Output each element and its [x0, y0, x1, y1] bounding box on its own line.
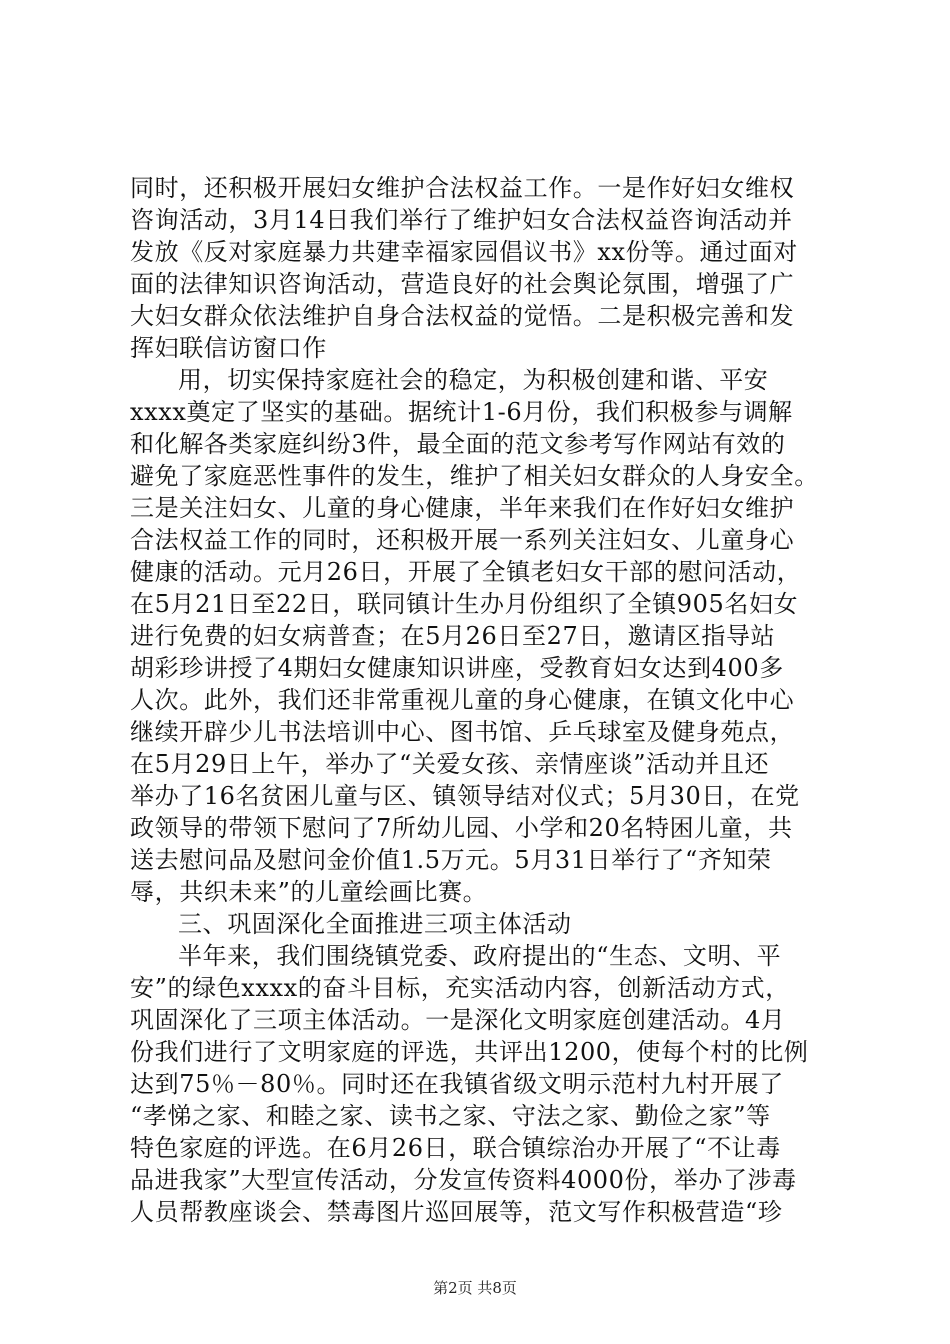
text-line: 健康的活动。元月26日，开展了全镇老妇女干部的慰问活动， — [130, 558, 802, 586]
text-line: 达到75％－80％。同时还在我镇省级文明示范村九村开展了 — [130, 1070, 784, 1098]
text-line: 送去慰问品及慰问金价值1.5万元。5月31日举行了“齐知荣 — [130, 846, 772, 874]
text-line: 举办了16名贫困儿童与区、镇领导结对仪式；5月30日，在党 — [130, 782, 800, 810]
text-line: 同时，还积极开展妇女维护合法权益工作。一是作好妇女维权 — [130, 174, 795, 202]
text-line: 和化解各类家庭纠纷3件，最全面的范文参考写作网站有效的 — [130, 430, 786, 458]
text-line: 份我们进行了文明家庭的评选，共评出1200，使每个村的比例 — [130, 1038, 809, 1066]
text-line: 继续开辟少儿书法培训中心、图书馆、乒乓球室及健身苑点， — [130, 718, 795, 746]
text-line: 合法权益工作的同时，还积极开展一系列关注妇女、儿童身心 — [130, 526, 795, 554]
text-line: 进行免费的妇女病普查；在5月26日至27日，邀请区指导站 — [130, 622, 776, 650]
text-line: 在5月29日上午，举办了“关爱女孩、亲情座谈”活动并且还 — [130, 750, 770, 778]
text-line: 挥妇联信访窗口作 — [130, 334, 327, 362]
text-line: “孝悌之家、和睦之家、读书之家、守法之家、勤俭之家”等 — [130, 1102, 771, 1130]
text-line: xxxx奠定了坚实的基础。据统计1-6月份，我们积极参与调解 — [130, 398, 793, 426]
text-line: 发放《反对家庭暴力共建幸福家园倡议书》xx份等。通过面对 — [130, 238, 798, 266]
text-line: 政领导的带领下慰问了7所幼儿园、小学和20名特困儿童，共 — [130, 814, 793, 842]
text-line: 安”的绿色xxxx的奋斗目标，充实活动内容，创新活动方式， — [130, 974, 790, 1002]
text-line: 面的法律知识咨询活动，营造良好的社会舆论氛围，增强了广 — [130, 270, 795, 298]
text-line: 咨询活动，3月14日我们举行了维护妇女合法权益咨询活动并 — [130, 206, 793, 234]
text-line: 在5月21日至22日，联同镇计生办月份组织了全镇905名妇女 — [130, 590, 799, 618]
text-line: 人次。此外，我们还非常重视儿童的身心健康，在镇文化中心 — [130, 686, 795, 714]
text-line: 胡彩珍讲授了4期妇女健康知识讲座，受教育妇女达到400多 — [130, 654, 784, 682]
body-text — [130, 172, 830, 1228]
text-line: 三是关注妇女、儿童的身心健康，半年来我们在作好妇女维护 — [130, 494, 795, 522]
text-line: 特色家庭的评选。在6月26日，联合镇综治办开展了“不让毒 — [130, 1134, 781, 1162]
text-line: 避免了家庭恶性事件的发生，维护了相关妇女群众的人身安全。 — [130, 462, 819, 490]
page-number: 第2页 共8页 — [433, 1279, 517, 1297]
text-line: 人员帮教座谈会、禁毒图片巡回展等，范文写作积极营造“珍 — [130, 1198, 783, 1226]
text-line: 辱，共织未来”的儿童绘画比赛。 — [130, 878, 488, 906]
text-line: 用，切实保持家庭社会的稳定，为积极创建和谐、平安 — [178, 366, 769, 394]
text-line: 品进我家”大型宣传活动，分发宣传资料4000份，举办了涉毒 — [130, 1166, 797, 1194]
text-line: 半年来，我们围绕镇党委、政府提出的“生态、文明、平 — [178, 942, 782, 970]
text-line: 巩固深化了三项主体活动。一是深化文明家庭创建活动。4月 — [130, 1006, 786, 1034]
section-heading: 三、巩固深化全面推进三项主体活动 — [178, 910, 572, 938]
text-line: 大妇女群众依法维护自身合法权益的觉悟。二是积极完善和发 — [130, 302, 795, 330]
